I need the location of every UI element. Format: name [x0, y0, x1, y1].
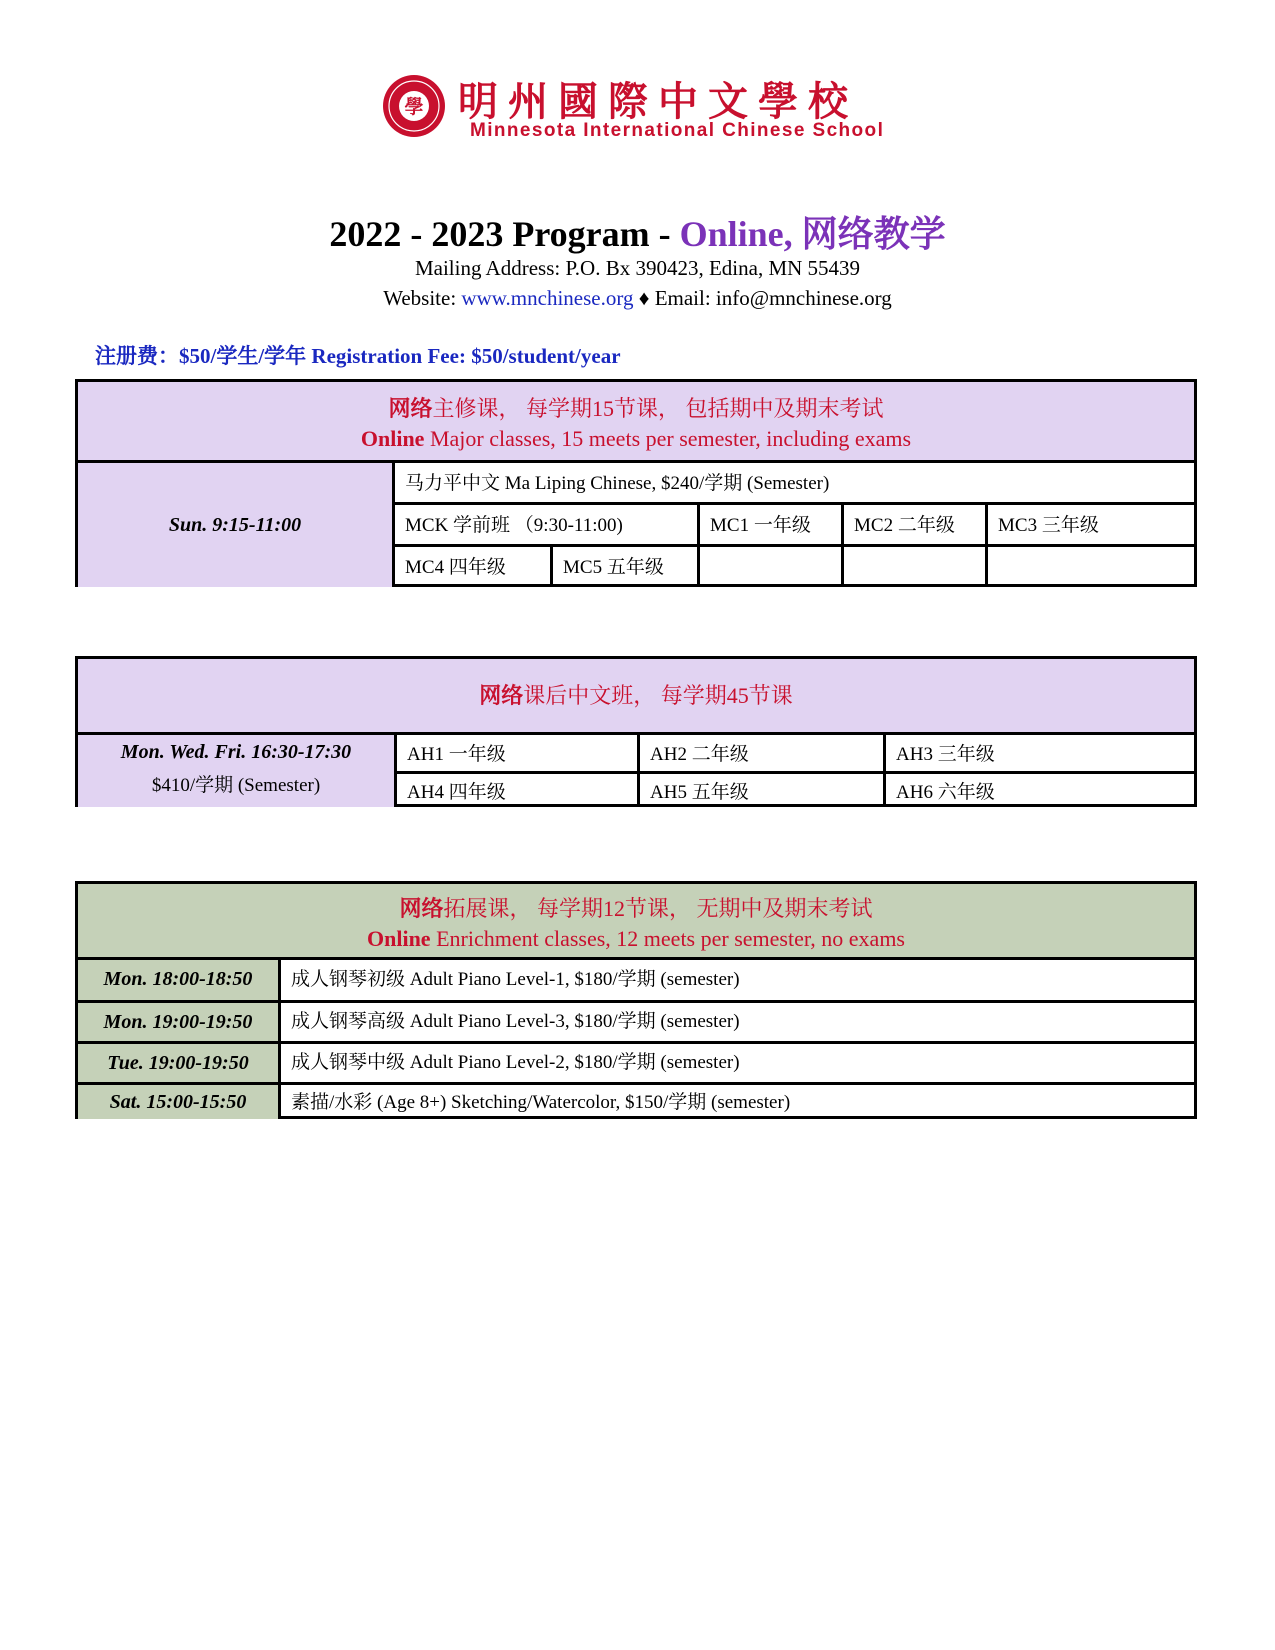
- enrichment-row-desc: 成人钢琴中级 Adult Piano Level-2, $180/学期 (semester): [278, 1041, 1194, 1082]
- class-mc2: MC2 二年级: [841, 502, 988, 547]
- school-logo: [382, 74, 902, 144]
- enrichment-row-time: Tue. 19:00-19:50: [78, 1041, 278, 1082]
- major-time-slot: Sun. 9:15-11:00: [78, 463, 392, 587]
- enrichment-header-cn: 网络拓展课， 每学期12节课， 无期中及期末考试: [399, 896, 873, 921]
- enrichment-row-desc: 素描/水彩 (Age 8+) Sketching/Watercolor, $150/学期 (semester): [278, 1082, 1194, 1119]
- website-link[interactable]: www.mnchinese.org: [461, 286, 634, 310]
- email-text: ♦ Email: info@mnchinese.org: [633, 286, 892, 310]
- logo-english-name: Minnesota International Chinese School: [470, 120, 885, 141]
- class-ah1: AH1 一年级: [394, 735, 640, 774]
- afterschool-table-header: 网络课后中文班， 每学期45节课: [78, 659, 1194, 735]
- seal-character: 學: [404, 96, 424, 118]
- class-ah5: AH5 五年级: [637, 771, 886, 807]
- enrichment-header-en: Online Enrichment classes, 12 meets per semester, no exams: [367, 926, 905, 951]
- class-mc5: MC5 五年级: [550, 544, 700, 587]
- logo-chinese-name: 明州國際中文學校: [458, 78, 858, 125]
- class-mc3: MC3 三年级: [985, 502, 1194, 547]
- class-mck: MCK 学前班 （9:30-11:00): [392, 502, 700, 547]
- enrichment-row-time: Mon. 19:00-19:50: [78, 1000, 278, 1041]
- school-seal-icon: [382, 74, 446, 138]
- class-mc4: MC4 四年级: [392, 544, 553, 587]
- afterschool-price: $410/学期 (Semester): [151, 775, 321, 796]
- afterschool-classes-table: [75, 656, 1197, 807]
- major-classes-table: [75, 379, 1197, 587]
- page-title: [0, 206, 1275, 257]
- major-header-cn: 网络主修课， 每学期15节课， 包括期中及期末考试: [388, 396, 884, 421]
- registration-fee: 注册费：$50/学生/学年 Registration Fee: $50/student/year: [95, 344, 621, 368]
- website-label: Website:: [383, 286, 462, 310]
- empty-cell: [697, 544, 844, 587]
- enrichment-row-time: Sat. 15:00-15:50: [78, 1082, 278, 1119]
- class-ah4: AH4 四年级: [394, 771, 640, 807]
- empty-cell: [841, 544, 988, 587]
- enrichment-table-header: [78, 884, 1194, 960]
- afterschool-time: Mon. Wed. Fri. 16:30-17:30: [120, 741, 352, 763]
- empty-cell: [985, 544, 1194, 587]
- enrichment-classes-table: [75, 881, 1197, 1119]
- major-program-name: 马力平中文 Ma Liping Chinese, $240/学期 (Semester): [392, 463, 1194, 505]
- enrichment-row-desc: 成人钢琴初级 Adult Piano Level-1, $180/学期 (semester): [278, 960, 1194, 1000]
- enrichment-row-time: Mon. 18:00-18:50: [78, 960, 278, 1000]
- afterschool-time-slot: [78, 735, 394, 807]
- class-ah2: AH2 二年级: [637, 735, 886, 774]
- title-online: Online, 网络教学: [679, 214, 946, 254]
- major-table-header: [78, 382, 1194, 463]
- major-header-en: Online Major classes, 15 meets per semester, including exams: [360, 426, 912, 451]
- mailing-address: Mailing Address: P.O. Bx 390423, Edina, MN 55439: [414, 256, 861, 280]
- title-main: 2022 - 2023 Program -: [329, 214, 680, 254]
- class-ah3: AH3 三年级: [883, 735, 1194, 774]
- class-ah6: AH6 六年级: [883, 771, 1194, 807]
- class-mc1: MC1 一年级: [697, 502, 844, 547]
- enrichment-row-desc: 成人钢琴高级 Adult Piano Level-3, $180/学期 (semester): [278, 1000, 1194, 1041]
- contact-line: [0, 286, 1275, 311]
